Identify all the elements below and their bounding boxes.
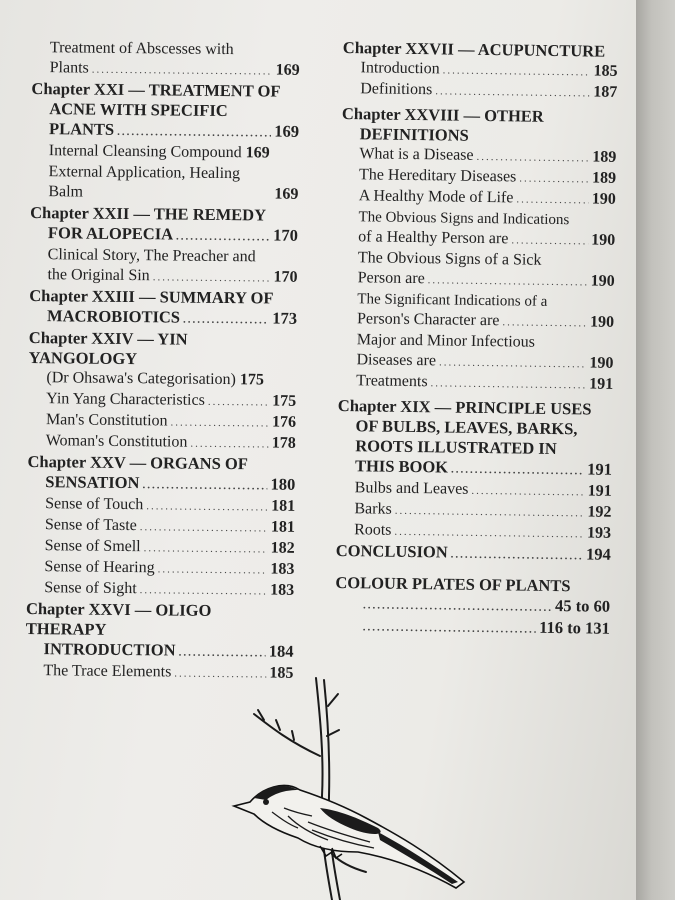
chapter-heading: Chapter XIX — PRINCIPLE USES: [337, 395, 592, 419]
next-page-edge: [636, 0, 675, 900]
page-number: 185: [269, 664, 294, 682]
leader-dots: [158, 559, 268, 580]
leader-dots: [516, 189, 589, 210]
entry-text: Yin Yang Characteristics: [46, 390, 205, 409]
entry-text: Clinical Story, The Preacher and: [47, 246, 256, 266]
chapter-heading: CONCLUSION: [335, 540, 448, 562]
page-number: 189: [592, 148, 617, 166]
entry-text: Man's Constitution: [45, 411, 168, 430]
toc-entry-character: [339, 289, 615, 334]
leader-dots: [183, 310, 270, 331]
page-number: 169: [274, 185, 299, 203]
entry-text: Bulbs and Leaves: [354, 479, 469, 498]
page-number: 184: [268, 641, 294, 661]
page-number: 170: [273, 225, 299, 245]
chapter-heading: Chapter XXII — THE REMEDY: [30, 202, 267, 225]
page-number: 175: [272, 392, 297, 410]
leader-dots: [443, 60, 591, 82]
chapter-heading: THIS BOOK: [354, 456, 449, 477]
page-number: 169: [275, 61, 300, 79]
chapter-heading: Chapter XXV — ORGANS OF: [27, 451, 248, 474]
page-number: 183: [270, 560, 295, 578]
entry-text: Person are: [357, 269, 425, 288]
entry-text: Sense of Sight: [44, 579, 137, 598]
toc-chapter-24: [29, 328, 297, 371]
leader-dots: [153, 267, 271, 288]
leader-dots: [146, 496, 268, 517]
leader-dots: [395, 501, 585, 524]
leader-dots: [140, 517, 268, 538]
leader-dots: [178, 643, 265, 664]
toc-right-column: [335, 38, 618, 641]
toc-entry-abscesses: [32, 38, 300, 82]
leader-dots: [363, 617, 537, 639]
page-number: 191: [589, 375, 614, 393]
page-number: 193: [586, 524, 612, 542]
toc-entry-balm: [30, 162, 298, 206]
leader-dots: [176, 227, 270, 248]
page-number: 190: [589, 313, 615, 331]
entry-text: Balm: [48, 183, 84, 201]
entry-text: The Significant Indications of a: [357, 291, 548, 310]
toc-chapter-26: [25, 599, 294, 664]
toc-entry-infectious: [338, 330, 614, 375]
page-number: 189: [591, 169, 617, 187]
leader-dots: [140, 580, 268, 601]
chapter-heading: INTRODUCTION: [43, 639, 176, 660]
chapter-heading: Chapter XXI — TREATMENT OF: [31, 78, 281, 101]
entry-text: Sense of Smell: [44, 537, 141, 556]
entry-text: the Original Sin: [47, 266, 150, 285]
toc-entry: [26, 578, 294, 602]
leader-dots: [363, 595, 552, 618]
page-number: 176: [271, 413, 297, 431]
toc-entry: [26, 557, 294, 581]
leader-dots: [190, 434, 269, 455]
entry-text: Roots: [354, 521, 392, 539]
page-number: 187: [593, 83, 618, 101]
page-number: 175: [239, 371, 265, 389]
leader-dots: [519, 168, 589, 189]
page-range: 45 to 60: [554, 596, 611, 616]
toc-left-column: [25, 38, 300, 685]
leader-dots: [451, 545, 584, 567]
chapter-heading: ROOTS ILLUSTRATED IN: [355, 436, 557, 459]
toc-entry: [31, 141, 299, 165]
entry-text: Sense of Taste: [44, 516, 137, 535]
page-number: 190: [590, 272, 615, 290]
entry-text: What is a Disease: [359, 145, 474, 164]
page-range: 116 to 131: [539, 617, 610, 638]
page-number: 190: [589, 354, 614, 372]
page-number: 183: [270, 581, 295, 599]
chapter-heading: PLANTS: [48, 119, 115, 139]
leader-dots: [92, 60, 273, 82]
leader-dots: [428, 270, 588, 292]
leader-dots: [439, 352, 587, 374]
toc-entry: [28, 389, 296, 413]
toc-chapter-28: [342, 104, 618, 148]
leader-dots: [476, 147, 589, 169]
entry-text: Sense of Touch: [45, 495, 144, 514]
toc-entry: [28, 431, 296, 455]
page-number: 192: [587, 503, 612, 521]
entry-text: of a Healthy Person are: [358, 228, 509, 248]
page-number: 194: [585, 544, 611, 564]
toc-entry: [28, 410, 296, 434]
chapter-heading: COLOUR PLATES OF PLANTS: [335, 572, 571, 596]
toc-chapter-23: [29, 286, 297, 331]
toc-chapter-25: [27, 452, 295, 497]
entry-text: External Application, Healing: [48, 163, 241, 183]
page-number: 191: [587, 459, 613, 479]
page-number: 169: [245, 144, 270, 162]
chapter-heading: MACROBIOTICS: [46, 306, 181, 327]
entry-text: Internal Cleansing Compound: [48, 142, 242, 162]
page-number: 185: [593, 62, 618, 80]
entry-text: Introduction: [360, 59, 440, 78]
page-number: 170: [273, 268, 298, 286]
page-number: 190: [591, 190, 616, 208]
toc-entry: [27, 515, 295, 539]
entry-text: Definitions: [360, 80, 433, 99]
entry-text: The Obvious Signs and Indications: [358, 209, 570, 229]
entry-text: Treatment of Abscesses with: [49, 39, 234, 59]
chapter-heading: Chapter XXIII — SUMMARY OF: [29, 285, 274, 308]
leader-dots: [170, 412, 269, 433]
entry-text: (Dr Ohsawa's Categorisation): [46, 369, 237, 389]
toc-chapter-21: [31, 79, 300, 144]
chapter-heading: Chapter XXVII — ACUPUNCTURE: [342, 38, 606, 61]
chapter-heading: SENSATION: [45, 472, 140, 493]
entry-text: The Obvious Signs of a Sick: [357, 249, 542, 269]
toc-entry: [28, 368, 296, 392]
leader-dots: [144, 538, 268, 559]
page-number: 178: [271, 434, 296, 452]
page-number: 173: [272, 308, 298, 328]
page-number: 181: [270, 518, 295, 536]
toc-chapter-19: [337, 396, 613, 482]
entry-text: Plants: [49, 59, 89, 77]
entry-text: Diseases are: [356, 351, 437, 370]
entry-text: Barks: [354, 500, 392, 518]
toc-colour-plates: [335, 573, 611, 641]
leader-dots: [471, 481, 585, 503]
toc-entry-sick-signs: [339, 248, 615, 293]
page-number: 190: [591, 231, 616, 249]
entry-text: Major and Minor Infectious: [356, 331, 536, 351]
entry-text: Treatments: [356, 372, 428, 391]
toc-entry: [27, 536, 295, 560]
chapter-heading: OF BULBS, LEAVES, BARKS,: [355, 416, 578, 439]
bird-on-branch-icon: [228, 676, 478, 900]
leader-dots: [430, 373, 586, 395]
toc-entry-healthy-signs: [340, 207, 616, 252]
chapter-heading: FOR ALOPECIA: [47, 223, 174, 244]
chapter-heading: ACNE WITH SPECIFIC: [49, 99, 228, 121]
leader-dots: [502, 312, 587, 333]
leader-dots: [208, 392, 270, 413]
leader-dots: [511, 230, 588, 251]
leader-dots: [435, 81, 590, 103]
toc-entry: [27, 494, 295, 518]
chapter-heading: Chapter XXVIII — OTHER: [341, 103, 544, 126]
page-number: 191: [587, 482, 612, 500]
toc-entry-clinical-story: [29, 245, 297, 289]
leader-dots: [142, 475, 267, 496]
page-number: 181: [271, 497, 296, 515]
entry-text: The Hereditary Diseases: [358, 166, 517, 186]
leader-dots: [451, 460, 584, 482]
entry-text: Sense of Hearing: [44, 558, 155, 577]
chapter-heading: Chapter XXVI — OLIGO THERAPY: [25, 598, 212, 639]
chapter-heading: DEFINITIONS: [359, 124, 469, 145]
leader-dots: [117, 122, 271, 144]
entry-text: A Healthy Mode of Life: [358, 187, 514, 207]
page-number: 180: [270, 474, 296, 494]
toc-chapter-22: [30, 203, 298, 248]
leader-dots: [394, 522, 584, 545]
page-number: 169: [274, 121, 300, 141]
chapter-heading: Chapter XXIV — YIN YANGOLOGY: [28, 327, 188, 369]
entry-text: Woman's Constitution: [45, 432, 188, 451]
entry-text: The Trace Elements: [43, 662, 172, 681]
page-number: 182: [270, 539, 295, 557]
entry-text: Person's Character are: [356, 310, 500, 330]
